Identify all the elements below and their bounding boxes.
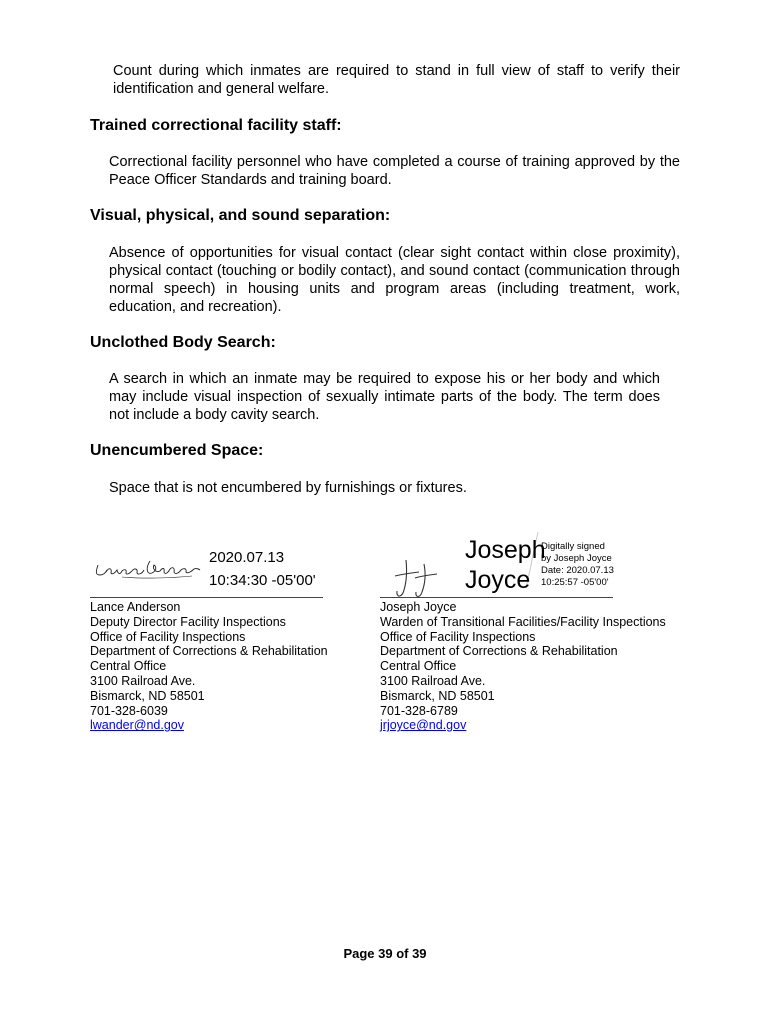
left-signatory-street: 3100 Railroad Ave. <box>90 673 196 688</box>
right-signatory-block <box>380 600 666 733</box>
digital-signed-time: 10:25:57 -05'00' <box>541 577 609 588</box>
left-signatory-phone: 701-328-6039 <box>90 703 168 718</box>
right-signatory-title: Warden of Transitional Facilities/Facility Inspections <box>380 614 666 629</box>
unclothed-search-definition: A search in which an inmate may be required to expose his or her body and which may include visual inspection of sexually intimate parts of the body. The term does not include a body cavity search. <box>109 371 660 423</box>
left-signature-line <box>90 597 323 598</box>
right-digital-name-last: Joyce <box>465 566 531 594</box>
count-definition-text: Count during which inmates are required to stand in full view of staff to verify their identification and general welfare. <box>113 63 680 97</box>
left-signatory-name: Lance Anderson <box>90 600 181 614</box>
digital-signed-by: by Joseph Joyce <box>541 553 612 564</box>
right-signatory-name: Joseph Joyce <box>380 600 457 614</box>
right-signatory-email-link[interactable]: jrjoyce@nd.gov <box>380 718 467 733</box>
right-signatory-street: 3100 Railroad Ave. <box>380 673 486 688</box>
right-signatory-location: Central Office <box>380 659 457 674</box>
right-signatory-office: Office of Facility Inspections <box>380 629 536 644</box>
unclothed-search-heading: Unclothed Body Search: <box>90 334 276 351</box>
left-signature-date: 2020.07.13 <box>209 549 285 566</box>
left-signatory-department: Department of Corrections & Rehabilitation <box>90 644 328 659</box>
right-signatory-city: Bismarck, ND 58501 <box>380 688 495 703</box>
trained-staff-heading: Trained correctional facility staff: <box>90 117 342 134</box>
right-signatory-department: Department of Corrections & Rehabilitation <box>380 644 618 659</box>
trained-staff-definition: Correctional facility personnel who have completed a course of training approved by the Peace Officer Standards and training board. <box>109 154 680 188</box>
page-number-footer: Page 39 of 39 <box>343 946 427 961</box>
left-signatory-title: Deputy Director Facility Inspections <box>90 614 286 629</box>
joseph-joyce-signature-image <box>393 556 441 602</box>
left-signatory-city: Bismarck, ND 58501 <box>90 688 205 703</box>
left-signatory-location: Central Office <box>90 659 167 674</box>
left-signatory-office: Office of Facility Inspections <box>90 629 246 644</box>
unencumbered-space-definition: Space that is not encumbered by furnishings or fixtures. <box>109 480 467 496</box>
left-signature-time: 10:34:30 -05'00' <box>209 572 316 589</box>
digital-signed-label: Digitally signed <box>541 541 605 552</box>
lance-anderson-signature-image <box>92 555 204 581</box>
digital-signed-date: Date: 2020.07.13 <box>541 565 614 576</box>
right-signature-line <box>380 597 613 598</box>
separation-definition: Absence of opportunities for visual contact (clear sight contact within close proximity), physical contact (touching or bodily contact), and sound contact (communication through normal speech) in housing units and program areas (including treatment, work, education, and recreation). <box>109 245 680 315</box>
left-signatory-email-link[interactable]: lwander@nd.gov <box>90 718 184 733</box>
right-digital-name-first: Joseph <box>465 536 546 564</box>
left-signatory-block <box>90 600 328 733</box>
unencumbered-space-heading: Unencumbered Space: <box>90 442 264 459</box>
separation-heading: Visual, physical, and sound separation: <box>90 207 391 224</box>
right-signatory-phone: 701-328-6789 <box>380 703 458 718</box>
